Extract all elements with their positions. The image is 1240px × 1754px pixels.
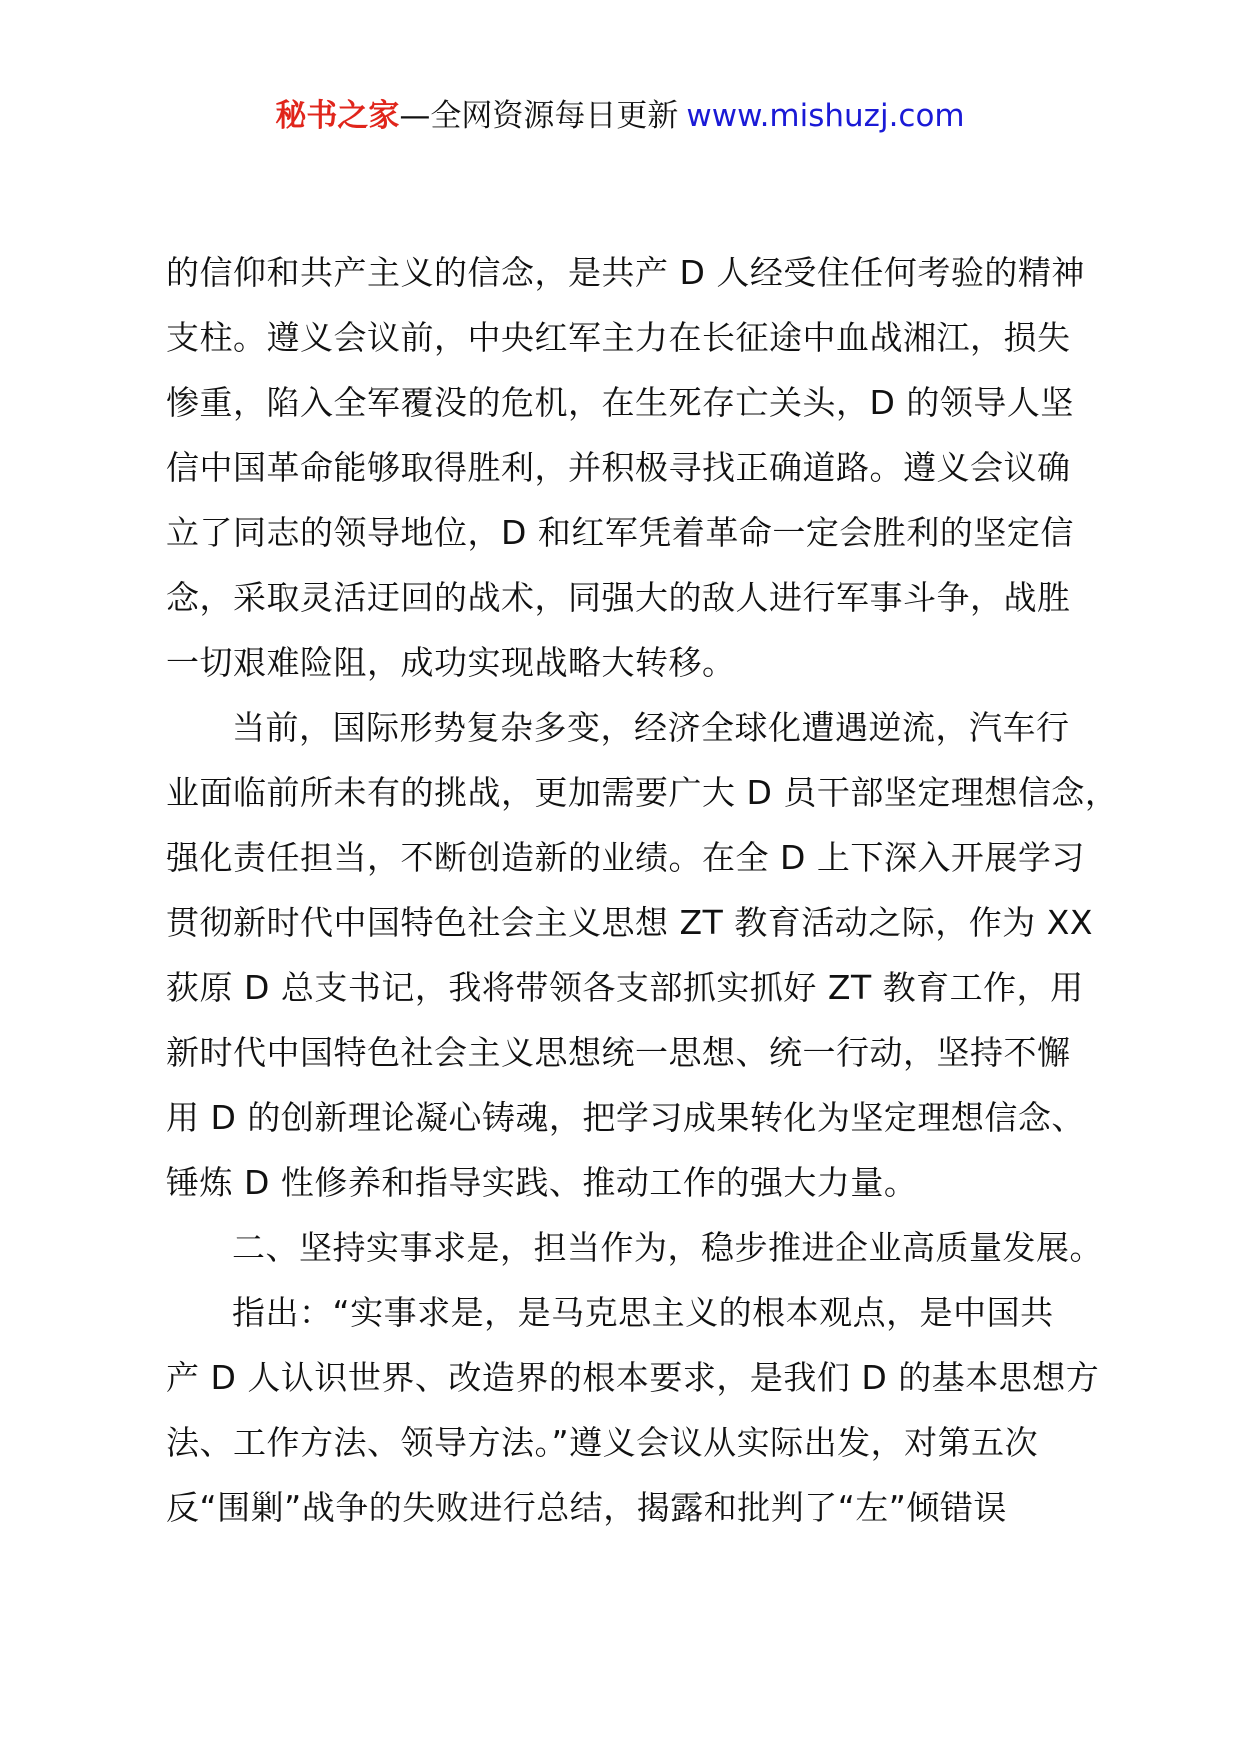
header-tagline: —全网资源每日更新 xyxy=(399,98,679,134)
body-line: 业面临前所未有的挑战，更加需要广大 D 员干部坚定理想信念， xyxy=(166,773,1119,812)
body-line: 荻原 D 总支书记，我将带领各支部抓实抓好 ZT 教育工作，用 xyxy=(166,968,1084,1007)
page-header xyxy=(0,96,1240,136)
body-line: 一切艰难险阻，成功实现战略大转移。 xyxy=(166,643,736,682)
body-line: 念，采取灵活迂回的战术，同强大的敌人进行军事斗争，战胜 xyxy=(166,578,1071,617)
body-line: 用 D 的创新理论凝心铸魂，把学习成果转化为坚定理想信念、 xyxy=(166,1098,1085,1137)
body-line: 支柱。遵义会议前，中央红军主力在长征途中血战湘江，损失 xyxy=(166,318,1071,357)
paragraph-first-line: 指出：“实事求是，是马克思主义的根本观点，是中国共 xyxy=(232,1293,1054,1332)
document-body xyxy=(166,240,1119,1540)
brand-name: 秘书之家 xyxy=(275,98,400,134)
body-line: 强化责任担当，不断创造新的业绩。在全 D 上下深入开展学习 xyxy=(166,838,1085,877)
paragraph-first-line: 当前，国际形势复杂多变，经济全球化遭遇逆流，汽车行 xyxy=(232,708,1070,747)
body-line: 锤炼 D 性修养和指导实践、推动工作的强大力量。 xyxy=(166,1163,918,1202)
body-line: 惨重，陷入全军覆没的危机，在生死存亡关头，D 的领导人坚 xyxy=(166,383,1074,422)
body-line: 的信仰和共产主义的信念，是共产 D 人经受住任何考验的精神 xyxy=(166,253,1085,292)
body-line: 反“围剿”战争的失败进行总结，揭露和批判了“左”倾错误 xyxy=(166,1488,1007,1527)
body-line: 信中国革命能够取得胜利，并积极寻找正确道路。遵义会议确 xyxy=(166,448,1071,487)
body-line: 贯彻新时代中国特色社会主义思想 ZT 教育活动之际，作为 XX xyxy=(166,903,1093,942)
body-line: 立了同志的领导地位，D 和红军凭着革命一定会胜利的坚定信 xyxy=(166,513,1074,552)
section-heading: 二、坚持实事求是，担当作为，稳步推进企业高质量发展。 xyxy=(232,1228,1103,1267)
body-line: 新时代中国特色社会主义思想统一思想、统一行动，坚持不懈 xyxy=(166,1033,1071,1072)
body-line: 法、工作方法、领导方法。”遵义会议从实际出发，对第五次 xyxy=(166,1423,1039,1462)
body-line: 产 D 人认识世界、改造界的根本要求，是我们 D 的基本思想方 xyxy=(166,1358,1100,1397)
site-url-link[interactable]: www.mishuzj.com xyxy=(686,98,965,134)
